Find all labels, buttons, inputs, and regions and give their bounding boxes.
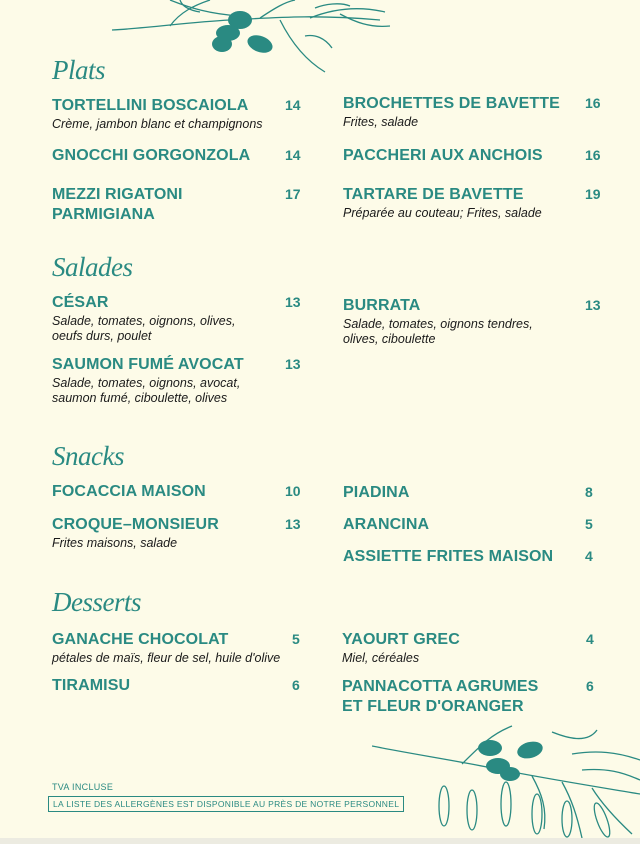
item-name: FOCACCIA MAISON [52, 483, 206, 500]
menu-item [52, 515, 302, 551]
menu-item [343, 185, 601, 221]
item-price: 13 [285, 516, 301, 532]
tva-note: TVA INCLUSE [52, 782, 114, 792]
item-description: Salade, tomates, oignons, avocat, saumon fumé, ciboulette, olives [52, 376, 241, 405]
item-description: Crème, jambon blanc et champignons [52, 117, 263, 131]
menu-item [52, 630, 302, 666]
menu-item [52, 676, 302, 696]
item-price: 6 [586, 678, 594, 694]
menu-item [52, 146, 302, 166]
menu-item [343, 94, 601, 130]
menu-item [343, 515, 593, 535]
item-description: Frites, salade [343, 115, 419, 129]
item-price: 10 [285, 483, 301, 499]
item-price: 4 [586, 631, 594, 647]
item-name: BURRATA [343, 297, 421, 314]
item-price: 13 [285, 356, 301, 372]
item-description: Miel, céréales [342, 651, 420, 665]
olive-branch-top-icon [110, 0, 400, 80]
item-price: 13 [585, 297, 601, 313]
item-name: YAOURT GREC [342, 631, 460, 648]
item-name: BROCHETTES DE BAVETTE [343, 95, 560, 112]
section-title-plats: Plats [52, 55, 106, 85]
section-title-desserts: Desserts [52, 587, 141, 617]
olive-branch-bottom-icon [372, 724, 640, 844]
item-price: 17 [285, 186, 301, 202]
item-description: Salade, tomates, oignons, olives, oeufs durs, poulet [52, 314, 236, 343]
item-name: PANNACOTTA AGRUMES ET FLEUR D'ORANGER [342, 678, 539, 715]
item-name: TARTARE DE BAVETTE [343, 186, 524, 203]
section-title-snacks: Snacks [52, 441, 124, 471]
menu-item [52, 482, 302, 502]
item-price: 6 [292, 677, 300, 693]
bottom-edge [0, 838, 640, 844]
item-price: 16 [585, 95, 601, 111]
item-name: CÉSAR [52, 294, 109, 311]
item-name: SAUMON FUMÉ AVOCAT [52, 356, 244, 373]
item-price: 14 [285, 147, 301, 163]
menu-item [52, 96, 302, 132]
item-name: PACCHERI AUX ANCHOIS [343, 147, 543, 164]
item-price: 16 [585, 147, 601, 163]
item-price: 13 [285, 294, 301, 310]
menu-item [52, 185, 302, 225]
menu-item [343, 296, 601, 347]
menu-item [343, 483, 593, 503]
item-price: 8 [585, 484, 593, 500]
menu-item [343, 146, 601, 166]
item-price: 5 [585, 516, 593, 532]
section-title-salades: Salades [52, 252, 133, 282]
allergen-notice: LA LISTE DES ALLERGÈNES EST DISPONIBLE AU PRÈS DE NOTRE PERSONNEL [48, 796, 404, 812]
item-name: ASSIETTE FRITES MAISON [343, 548, 554, 565]
item-name: ARANCINA [343, 516, 430, 533]
item-price: 14 [285, 97, 301, 113]
item-description: Salade, tomates, oignons tendres, olives, ciboulette [343, 317, 533, 346]
item-name: PIADINA [343, 484, 410, 501]
menu-item [52, 355, 302, 406]
item-description: pétales de maïs, fleur de sel, huile d'olive [52, 651, 281, 665]
item-name: TORTELLINI BOSCAIOLA [52, 97, 249, 114]
item-name: GANACHE CHOCOLAT [52, 631, 229, 648]
item-price: 4 [585, 548, 593, 564]
item-price: 19 [585, 186, 601, 202]
menu-item [52, 293, 302, 344]
menu-item [342, 677, 592, 717]
item-description: Préparée au couteau; Frites, salade [343, 206, 542, 220]
menu-item [342, 630, 592, 666]
item-name: MEZZI RIGATONI PARMIGIANA [52, 186, 183, 223]
item-name: CROQUE–MONSIEUR [52, 516, 219, 533]
item-name: TIRAMISU [52, 677, 131, 694]
item-price: 5 [292, 631, 300, 647]
item-description: Frites maisons, salade [52, 536, 178, 550]
item-name: GNOCCHI GORGONZOLA [52, 147, 251, 164]
menu-item [343, 547, 593, 567]
